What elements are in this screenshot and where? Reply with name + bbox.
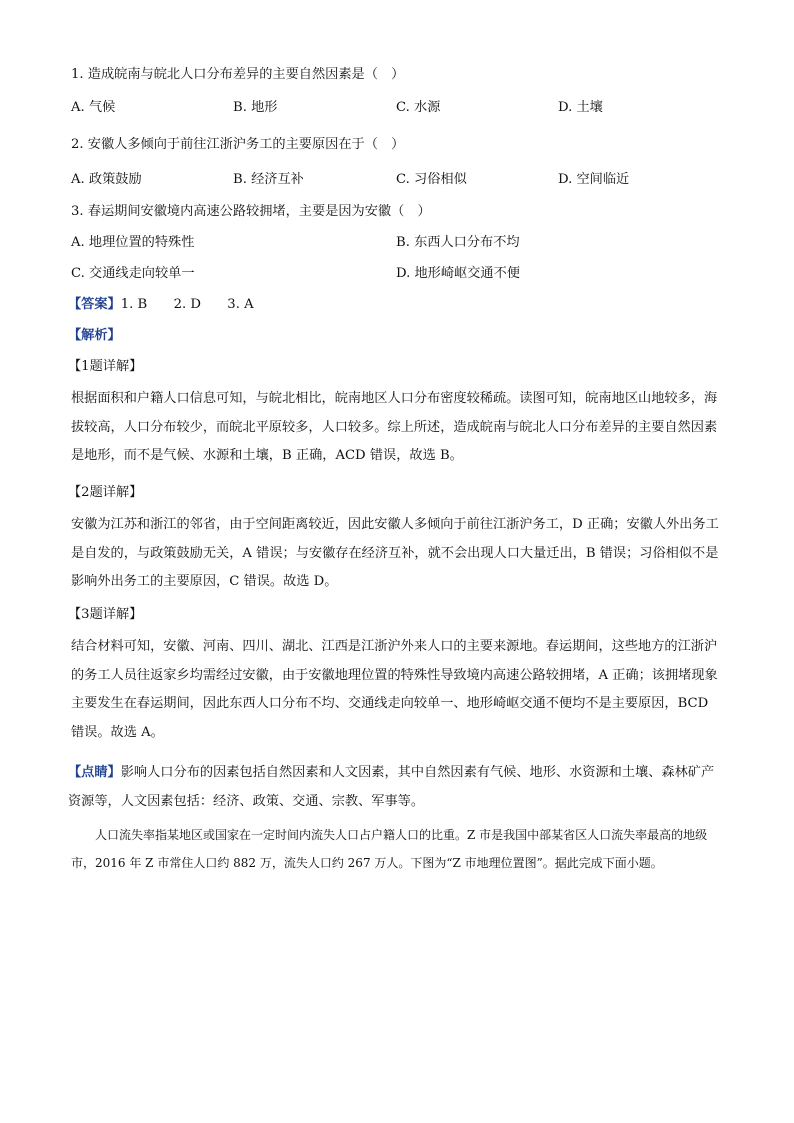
- question-2-option-a: A. 政策鼓励: [71, 172, 142, 187]
- question-3-stem: 3. 春运期间安徽境内高速公路较拥堵，主要是因为安徽（ ）: [71, 204, 431, 219]
- question-1-option-b: B. 地形: [233, 100, 278, 115]
- tip-text: 影响人口分布的因素包括自然因素和人文因素，其中自然因素有气候、地形、水资源和土壤、森林矿产资源等，人文因素包括：经济、政策、交通、宗教、军事等。: [68, 765, 715, 809]
- question-2-option-b: B. 经济互补: [233, 172, 304, 187]
- question-3-option-d: D. 地形崎岖交通不便: [396, 266, 520, 281]
- question-2-option-d: D. 空间临近: [558, 172, 630, 187]
- question-3-option-c: C. 交通线走向较单一: [71, 266, 195, 281]
- answer-row: [68, 296, 254, 314]
- detail-3-text: 结合材料可知，安徽、河南、四川、湖北、江西是江浙沪外来人口的主要来源地。春运期间，这些地方的江浙沪的务工人员往返家乡均需经过安徽，由于安徽地理位置的特殊性导致境内高速公路较拥堵，A 正确；该拥堵现象主要发生在春运期间，因此东西人口分布不均、交通线走向较单一、地形崎岖交通不便均不是主要原因，BCD 错误。故选 A。: [71, 639, 718, 740]
- analysis-heading: [68, 327, 121, 345]
- question-3-option-b: B. 东西人口分布不均: [396, 235, 520, 250]
- tip-paragraph: [68, 759, 718, 816]
- material-intro: 人口流失率指某地区或国家在一定时间内流失人口占户籍人口的比重。Z 市是我国中部某省区人口流失率最高的地级市，2016 年 Z 市常住人口约 882 万，流失人口约 267 万人。下图为“Z 市地理位置图”。据此完成下面小题。: [71, 828, 708, 870]
- answer-value: 1. B 2. D 3. A: [120, 297, 254, 312]
- detail-3-heading: 【3题详解】: [68, 607, 143, 622]
- question-2-option-c: C. 习俗相似: [396, 172, 467, 187]
- detail-1-heading: 【1题详解】: [68, 359, 143, 374]
- answer-label: 【答案】: [68, 297, 121, 312]
- question-3-option-a: A. 地理位置的特殊性: [71, 235, 195, 250]
- question-2-stem: 2. 安徽人多倾向于前往江浙沪务工的主要原因在于（ ）: [71, 137, 405, 152]
- tip-label: 【点睛】: [68, 765, 121, 780]
- detail-2-heading: 【2题详解】: [68, 485, 143, 500]
- question-1-option-a: A. 气候: [71, 100, 116, 115]
- analysis-label: 【解析】: [68, 328, 121, 343]
- detail-2-text: 安徽为江苏和浙江的邻省，由于空间距离较近，因此安徽人多倾向于前往江浙沪务工，D 正确；安徽人外出务工是自发的，与政策鼓励无关，A 错误；与安徽存在经济互补，就不会出现人口大量迁出，B 错误；习俗相似不是影响外出务工的主要原因，C 错误。故选 D。: [71, 517, 719, 589]
- question-1-option-c: C. 水源: [396, 100, 441, 115]
- question-1-option-d: D. 土壤: [558, 100, 603, 115]
- detail-1-text: 根据面积和户籍人口信息可知，与皖北相比，皖南地区人口分布密度较稀疏。读图可知，皖南地区山地较多，海拔较高，人口分布较少，而皖北平原较多，人口较多。综上所述，造成皖南与皖北人口分布差异的主要自然因素是地形，而不是气候、水源和土壤，B 正确，ACD 错误，故选 B。: [71, 391, 718, 463]
- question-1-stem: 1. 造成皖南与皖北人口分布差异的主要自然因素是（ ）: [71, 67, 405, 82]
